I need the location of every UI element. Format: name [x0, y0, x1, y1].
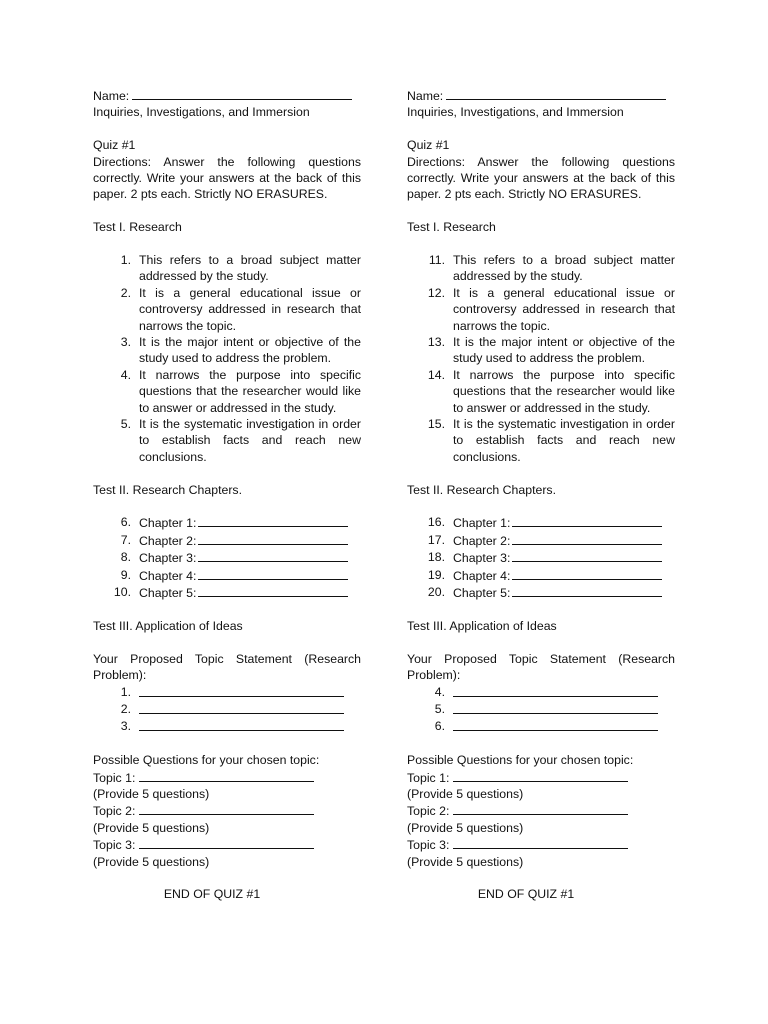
answer-blank: [453, 684, 658, 697]
list-item: [407, 701, 675, 718]
item-number: 18.: [427, 550, 445, 565]
item-number: 3.: [120, 719, 131, 734]
list-item: [93, 701, 361, 718]
list-item: [93, 416, 361, 465]
test1-list: [407, 252, 675, 465]
proposed-list: [407, 684, 675, 736]
quiz-column-right: [407, 87, 675, 903]
list-item: [93, 718, 361, 735]
item-text: It is the major intent or objective of the study used to address the problem.: [453, 335, 675, 366]
topic-row: [93, 836, 361, 853]
list-item: [93, 334, 361, 367]
name-label: Name:: [93, 89, 130, 103]
topic-note: (Provide 5 questions): [93, 786, 210, 801]
test3-title: Test III. Application of Ideas: [407, 618, 557, 633]
item-number: 6.: [434, 719, 445, 734]
answer-blank: [453, 701, 658, 714]
answer-blank: [198, 567, 348, 580]
topic-label: Topic 2:: [407, 804, 450, 819]
answer-blank: [453, 836, 628, 849]
list-item: [93, 285, 361, 334]
chapter-label: Chapter 4:: [453, 568, 511, 583]
list-item: [407, 285, 675, 334]
item-number: 1.: [120, 253, 131, 268]
test1-list: [93, 252, 361, 465]
course-title: Inquiries, Investigations, and Immersion: [407, 105, 624, 120]
name-row: [407, 87, 675, 104]
quiz-column-left: [93, 87, 361, 903]
list-item: [407, 252, 675, 285]
topic-label: Topic 1:: [407, 770, 450, 785]
item-number: 1.: [120, 684, 131, 699]
directions: Directions: Answer the following questions correctly. Write your answers at the back of this paper. 2 pts each. Strictly NO ERASURES.: [407, 154, 675, 202]
item-text: It is the major intent or objective of the study used to address the problem.: [139, 335, 361, 366]
topic-label: Topic 3:: [93, 838, 136, 853]
answer-blank: [453, 718, 658, 731]
answer-blank: [139, 701, 344, 714]
list-item: [93, 567, 361, 584]
topic-label: Topic 2:: [93, 804, 136, 819]
topic-row: [407, 769, 675, 786]
list-item: [407, 684, 675, 701]
chapter-label: Chapter 5:: [139, 586, 197, 601]
item-number: 3.: [120, 335, 131, 350]
topic-row: [407, 836, 675, 853]
end-of-quiz: END OF QUIZ #1: [163, 887, 261, 902]
list-item: [93, 367, 361, 416]
list-item: [93, 584, 361, 601]
list-item: [407, 514, 675, 531]
item-text: It is the systematic investigation in order to establish facts and reach new conclusions.: [453, 417, 675, 464]
item-number: 13.: [427, 335, 445, 350]
answer-blank: [453, 769, 628, 782]
list-item: [93, 252, 361, 285]
answer-blank: [139, 769, 314, 782]
end-of-quiz: END OF QUIZ #1: [477, 887, 575, 902]
item-number: 9.: [120, 567, 131, 582]
topic-note: (Provide 5 questions): [93, 854, 210, 869]
topic-note: (Provide 5 questions): [407, 820, 524, 835]
chapter-label: Chapter 1:: [453, 516, 511, 531]
item-number: 4.: [434, 684, 445, 699]
proposed-topic-label: Your Proposed Topic Statement (Research Problem):: [407, 651, 675, 683]
item-text: This refers to a broad subject matter addressed by the study.: [453, 253, 675, 284]
item-number: 5.: [120, 417, 131, 432]
item-text: It is the systematic investigation in order to establish facts and reach new conclusions.: [139, 417, 361, 464]
chapter-label: Chapter 2:: [139, 533, 197, 548]
item-text: It narrows the purpose into specific questions that the researcher would like to answer or addressed in the study.: [139, 367, 361, 415]
list-item: [93, 549, 361, 566]
list-item: [407, 416, 675, 465]
topic-row: [93, 802, 361, 819]
possible-questions-label: Possible Questions for your chosen topic:: [407, 753, 634, 768]
answer-blank: [198, 514, 348, 527]
answer-blank: [512, 549, 662, 562]
topic-note: (Provide 5 questions): [93, 820, 210, 835]
test3-title: Test III. Application of Ideas: [93, 618, 243, 633]
answer-blank: [512, 567, 662, 580]
item-number: 16.: [427, 515, 445, 530]
item-text: It is a general educational issue or controversy addressed in research that narrows the topic.: [453, 285, 675, 333]
name-label: Name:: [407, 89, 444, 103]
list-item: [407, 532, 675, 549]
item-number: 14.: [427, 367, 445, 382]
topic-row: [407, 802, 675, 819]
item-number: 5.: [434, 701, 445, 716]
answer-blank: [512, 584, 662, 597]
list-item: [93, 684, 361, 701]
course-title: Inquiries, Investigations, and Immersion: [93, 105, 310, 120]
item-number: 11.: [428, 253, 445, 268]
answer-blank: [139, 684, 344, 697]
item-number: 20.: [427, 585, 445, 600]
test2-title: Test II. Research Chapters.: [93, 482, 242, 497]
answer-blank: [198, 532, 348, 545]
answer-blank: [139, 718, 344, 731]
list-item: [407, 549, 675, 566]
answer-blank: [453, 802, 628, 815]
item-number: 8.: [120, 550, 131, 565]
item-number: 17.: [427, 532, 445, 547]
topic-label: Topic 1:: [93, 770, 136, 785]
item-text: It is a general educational issue or controversy addressed in research that narrows the topic.: [139, 285, 361, 333]
chapter-label: Chapter 1:: [139, 516, 197, 531]
chapter-label: Chapter 4:: [139, 568, 197, 583]
topic-note: (Provide 5 questions): [407, 854, 524, 869]
list-item: [407, 334, 675, 367]
test1-title: Test I. Research: [93, 220, 182, 235]
chapter-label: Chapter 3:: [139, 551, 197, 566]
item-number: 7.: [120, 532, 131, 547]
directions: Directions: Answer the following questions correctly. Write your answers at the back of this paper. 2 pts each. Strictly NO ERASURES.: [93, 154, 361, 202]
item-text: This refers to a broad subject matter addressed by the study.: [139, 253, 361, 284]
chapter-label: Chapter 5:: [453, 586, 511, 601]
name-blank: [132, 87, 352, 100]
test2-title: Test II. Research Chapters.: [407, 482, 556, 497]
quiz-title: Quiz #1: [407, 138, 450, 153]
list-item: [407, 367, 675, 416]
chapter-label: Chapter 2:: [453, 533, 511, 548]
name-row: [93, 87, 361, 104]
proposed-list: [93, 684, 361, 736]
topic-label: Topic 3:: [407, 838, 450, 853]
item-text: It narrows the purpose into specific questions that the researcher would like to answer or addressed in the study.: [453, 367, 675, 415]
list-item: [407, 718, 675, 735]
list-item: [93, 514, 361, 531]
item-number: 2.: [120, 285, 131, 300]
list-item: [407, 567, 675, 584]
test2-list: [93, 514, 361, 601]
test1-title: Test I. Research: [407, 220, 496, 235]
item-number: 19.: [427, 567, 445, 582]
test2-list: [407, 514, 675, 601]
item-number: 4.: [120, 367, 131, 382]
topic-note: (Provide 5 questions): [407, 786, 524, 801]
answer-blank: [139, 802, 314, 815]
answer-blank: [512, 514, 662, 527]
answer-blank: [512, 532, 662, 545]
name-blank: [446, 87, 666, 100]
answer-blank: [198, 549, 348, 562]
answer-blank: [139, 836, 314, 849]
list-item: [93, 532, 361, 549]
possible-questions-label: Possible Questions for your chosen topic:: [93, 753, 320, 768]
item-number: 12.: [427, 285, 445, 300]
answer-blank: [198, 584, 348, 597]
item-number: 15.: [427, 417, 445, 432]
list-item: [407, 584, 675, 601]
quiz-title: Quiz #1: [93, 138, 136, 153]
item-number: 10.: [113, 585, 131, 600]
proposed-topic-label: Your Proposed Topic Statement (Research Problem):: [93, 651, 361, 683]
topic-row: [93, 769, 361, 786]
item-number: 2.: [120, 701, 131, 716]
item-number: 6.: [120, 515, 131, 530]
chapter-label: Chapter 3:: [453, 551, 511, 566]
